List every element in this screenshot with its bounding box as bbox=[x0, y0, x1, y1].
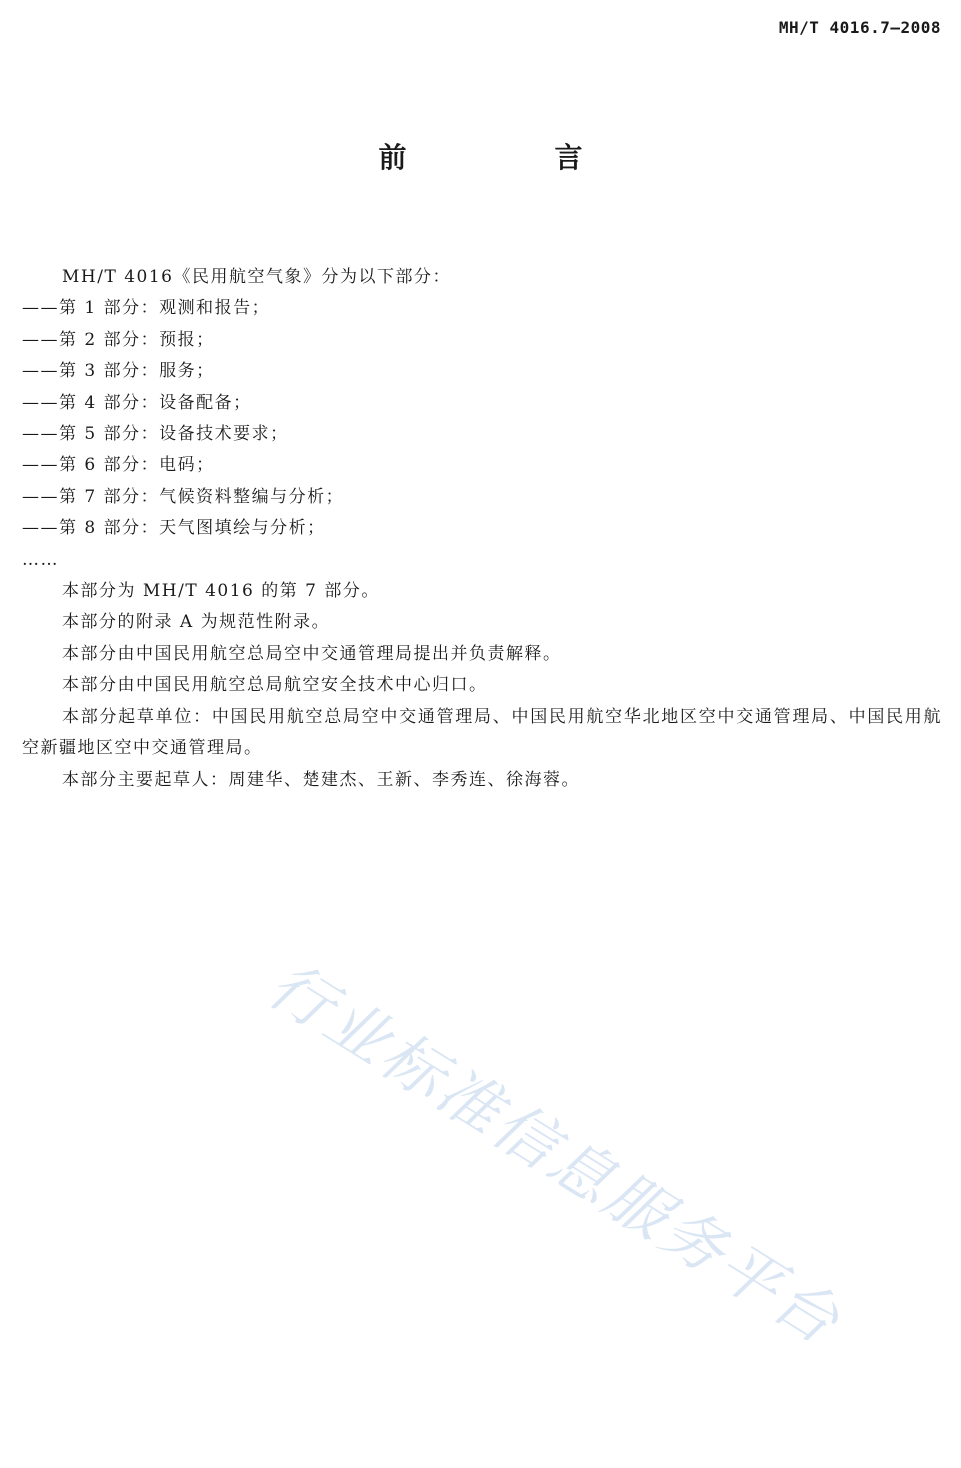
part-item-5: ——第 5 部分：设备技术要求； bbox=[22, 424, 289, 445]
paragraph-part-number: 本部分为 MH/T 4016 的第 7 部分。 bbox=[62, 581, 380, 602]
part-item-8: ——第 8 部分：天气图填绘与分析； bbox=[22, 518, 326, 539]
part-item-4: ——第 4 部分：设备配备； bbox=[22, 392, 252, 413]
page-title: 前 言 bbox=[378, 141, 643, 174]
standard-code: MH/T 4016.7—2008 bbox=[778, 18, 941, 37]
part-item-7: ——第 7 部分：气候资料整编与分析； bbox=[22, 486, 345, 507]
part-item-2: ——第 2 部分：预报； bbox=[22, 329, 215, 350]
parts-ellipsis: …… bbox=[22, 549, 59, 570]
paragraph-drafters: 本部分主要起草人：周建华、楚建杰、王新、李秀连、徐海蓉。 bbox=[62, 769, 580, 790]
paragraph-drafting-units: 本部分起草单位：中国民用航空总局空中交通管理局、中国民用航空华北地区空中交通管理局、中国民用航空新疆地区空中交通管理局。 bbox=[22, 706, 942, 759]
part-item-1: ——第 1 部分：观测和报告； bbox=[22, 298, 271, 319]
paragraph-centralized: 本部分由中国民用航空总局航空安全技术中心归口。 bbox=[62, 675, 488, 696]
part-item-6: ——第 6 部分：电码； bbox=[22, 455, 215, 476]
watermark: 行业标准信息服务平台 bbox=[256, 947, 855, 1360]
foreword-body bbox=[22, 262, 942, 796]
paragraph-appendix: 本部分的附录 A 为规范性附录。 bbox=[62, 612, 331, 633]
intro-paragraph: MH/T 4016《民用航空气象》分为以下部分： bbox=[62, 267, 451, 287]
part-item-3: ——第 3 部分：服务； bbox=[22, 361, 215, 382]
paragraph-proposer: 本部分由中国民用航空总局空中交通管理局提出并负责解释。 bbox=[62, 643, 562, 664]
